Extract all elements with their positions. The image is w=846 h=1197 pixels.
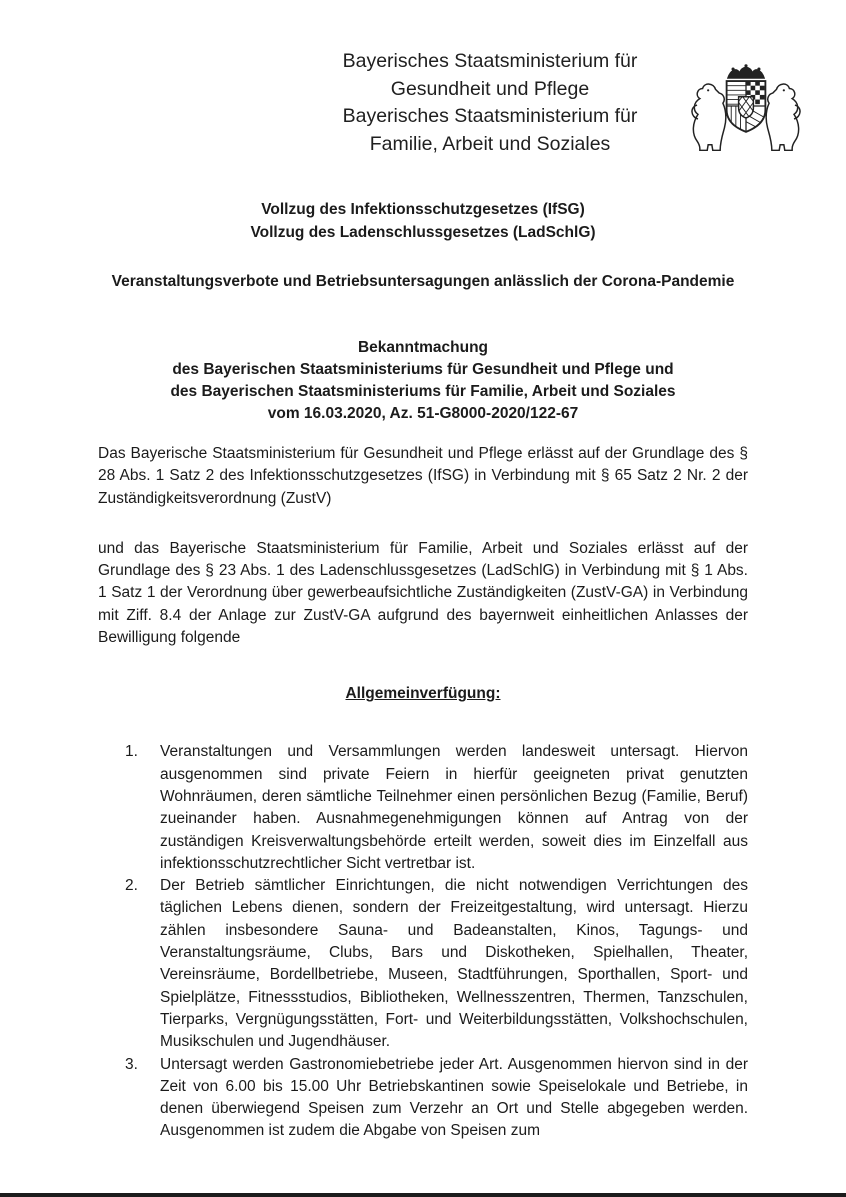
list-item [98, 1054, 748, 1143]
announcement-date-line: vom 16.03.2020, Az. 51-G8000-2020/122-67 [267, 405, 579, 422]
body-paragraph-2: und das Bayerische Staatsministerium für Familie, Arbeit und Soziales erlässt auf der Grundlage des § 23 Abs. 1 des Ladenschlussgesetzes (LadSchlG) in Verbindung mit § 1 Abs. 1 Satz 1 der Verordnung über gewerbeaufsichtliche Zuständigkeiten (ZustV-GA) in Verbindung mit Ziff. 8.4 der Anlage zur ZustV-GA aufgrund des bayernweit einheitlichen Anlasses der Bewilligung folgende [98, 539, 748, 647]
letterhead [98, 48, 748, 160]
subject-line-ifsg: Vollzug des Infektionsschutzgesetzes (IfSG) [261, 201, 585, 218]
page-bottom-edge [0, 1193, 846, 1197]
spacer [98, 244, 748, 270]
list-item [98, 875, 748, 1053]
list-item-text: Veranstaltungen und Versammlungen werden landesweit untersagt. Hiervon ausgenommen sind private Feiern in hierfür geeigneten privat genutzten Wohnräumen, deren sämtliche Teilnehmer einen persönlichen Bezug (Familie, Beruf) zueinander haben. Ausnahmegenehmigungen können auf Antrag von der zuständigen Kreisverwaltungsbehörde erteilt werden, soweit dies im Einzelfall aus infektionsschutzrechtlicher Sicht vertretbar ist. [160, 743, 748, 872]
list-item-number: 2. [125, 877, 138, 895]
ministry-line: Bayerisches Staatsministerium für [342, 50, 638, 72]
subject-line-ladschlg: Vollzug des Ladenschlussgesetzes (LadSchlG) [250, 224, 596, 241]
announcement-block [98, 337, 748, 425]
list-item-text: Der Betrieb sämtlicher Einrichtungen, die nicht notwendigen Verrichtungen des täglichen Lebens dienen, sondern der Freizeitgestaltung, wird untersagt. Hierzu zählen insbesondere Sauna- und Badeanstalten, Kinos, Tagungs- und Veranstaltungsräume, Clubs, Bars und Diskotheken, Spielhallen, Theater, Vereinsräume, Bordellbetriebe, Museen, Stadtführungen, Sporthallen, Sport- und Spielplätze, Fitnessstudios, Bibliotheken, Wellnesszentren, Thermen, Tanzschulen, Tierparks, Vergnügungsstätten, Fort- und Weiterbildungsstätten, Volkshochschulen, Musikschulen und Jugendhäuser. [160, 877, 748, 1051]
list-item [98, 741, 748, 875]
decree-list [98, 741, 748, 1142]
list-item-number: 3. [125, 1055, 138, 1073]
announcement-line: des Bayerischen Staatsministeriums für Gesundheit und Pflege und [172, 361, 674, 378]
ministry-line: Gesundheit und Pflege [390, 77, 590, 100]
subject-line-corona: Veranstaltungsverbote und Betriebsuntersagungen anlässlich der Corona-Pandemie [111, 273, 735, 290]
announcement-line: des Bayerischen Staatsministeriums für Familie, Arbeit und Soziales [170, 383, 676, 400]
ministry-name-block [226, 48, 754, 158]
body-paragraph-1: Das Bayerische Staatsministerium für Gesundheit und Pflege erlässt auf der Grundlage des § 28 Abs. 1 Satz 2 des Infektionsschutzgesetzes (IfSG) in Verbindung mit § 65 Satz 2 Nr. 2 der Zuständigkeitsverordnung (ZustV) [98, 445, 748, 507]
list-item-number: 1. [125, 743, 138, 761]
announcement-title: Bekanntmachung [357, 339, 489, 356]
subject-block [98, 198, 748, 293]
decree-heading: Allgemeinverfügung: [345, 685, 501, 703]
ministry-line: Bayerisches Staatsministerium für [342, 105, 638, 127]
bavarian-coat-of-arms-icon [686, 60, 806, 152]
list-item-text: Untersagt werden Gastronomiebetriebe jeder Art. Ausgenommen hiervon sind in der Zeit von 6.00 bis 15.00 Uhr Betriebskantinen sowie Speiselokale und Betriebe, in denen überwiegend Speisen zum Verzehr an Ort und Stelle abgegeben werden. Ausgenommen ist zudem die Abgabe von Speisen zum [160, 1055, 748, 1140]
ministry-line: Familie, Arbeit und Soziales [369, 132, 611, 155]
